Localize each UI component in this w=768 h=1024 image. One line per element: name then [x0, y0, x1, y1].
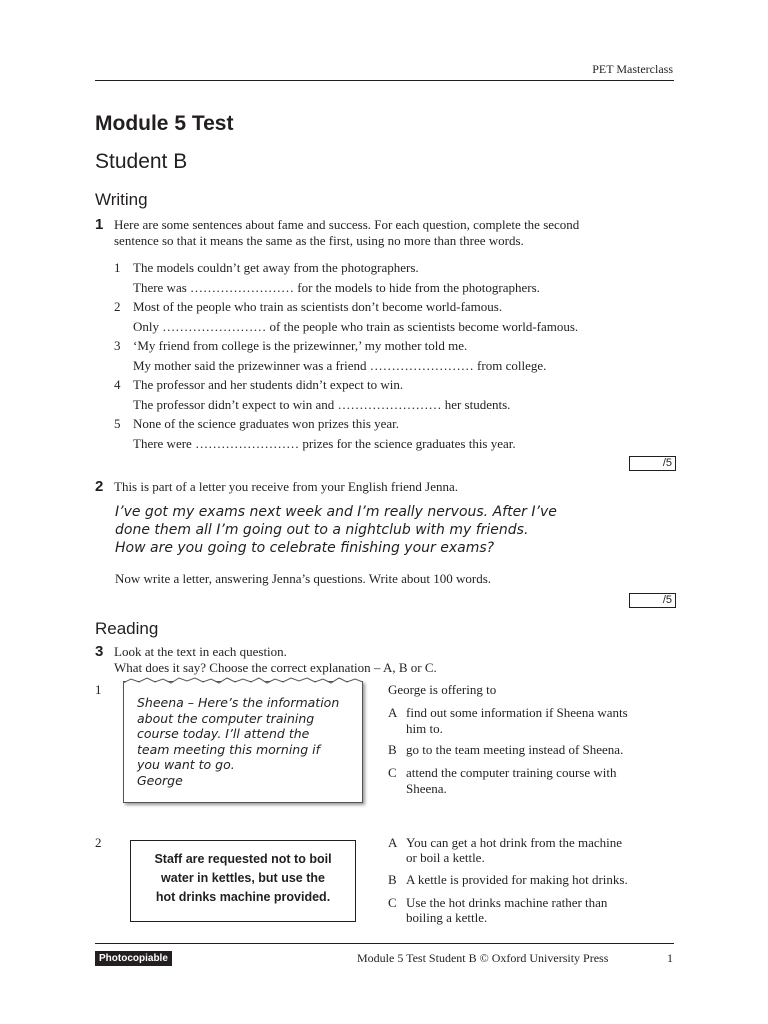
jenna-letter [115, 503, 557, 557]
letter-line: How are you going to celebrate finishing your exams? [115, 540, 495, 556]
letter-line: I’ve got my exams next week and I’m really nervous. After I’ve [115, 504, 557, 520]
notice-sign [130, 840, 356, 922]
list-item [114, 414, 674, 453]
item-sentence: Most of the people who train as scientists don’t become world-famous. [133, 299, 503, 314]
option-text: A kettle is provided for making hot drinks. [406, 872, 628, 887]
option-c[interactable] [388, 895, 678, 932]
reading-item-1-number: 1 [95, 682, 102, 697]
photocopiable-badge: Photocopiable [95, 951, 172, 966]
question-1-score-box[interactable]: /5 [629, 456, 676, 471]
sign-line: Staff are requested not to boil [154, 852, 332, 866]
option-letter: C [388, 765, 397, 780]
item-number: 2 [114, 299, 121, 314]
running-header: PET Masterclass [592, 62, 673, 76]
list-item [114, 336, 674, 375]
note-line: about the computer training [137, 710, 315, 726]
option-letter: C [388, 895, 397, 910]
option-letter: A [388, 705, 398, 720]
item-answer-sentence[interactable]: The professor didn’t expect to win and …………………… her students. [133, 396, 511, 412]
note-line: team meeting this morning if [137, 741, 321, 757]
option-a[interactable] [388, 705, 678, 742]
torn-edge-icon [123, 676, 363, 684]
letter-line: done them all I’m going out to a nightclub with my friends. [115, 522, 529, 538]
note-line: Sheena – Here’s the information [137, 695, 340, 710]
item-sentence: None of the science graduates won prizes this year. [133, 416, 400, 431]
page-subtitle: Student B [95, 150, 188, 173]
item-sentence: The models couldn’t get away from the photographers. [133, 260, 419, 275]
option-letter: B [388, 872, 397, 887]
note-line: you want to go. [137, 757, 235, 772]
list-item [114, 375, 674, 414]
sign-line: water in kettles, but use the [161, 871, 325, 885]
item-number: 5 [114, 416, 121, 431]
option-text: Use the hot drinks machine rather than [406, 895, 608, 910]
footer-text: Module 5 Test Student B © Oxford University Press [357, 951, 609, 965]
note-signature: George [137, 772, 183, 788]
option-text: him to. [406, 721, 443, 736]
question-3-number: 3 [95, 643, 104, 660]
reading-item-2-number: 2 [95, 835, 102, 850]
item-sentence: ‘My friend from college is the prizewinner,’ my mother told me. [133, 338, 468, 353]
item-sentence: The professor and her students didn’t expect to win. [133, 377, 404, 392]
list-item [114, 297, 674, 336]
reading-item-1-options [388, 705, 678, 802]
question-3-instruction-line-2: What does it say? Choose the correct explanation – A, B or C. [114, 660, 437, 675]
page-title: Module 5 Test [95, 112, 234, 135]
option-text: Sheena. [406, 781, 447, 796]
item-answer-sentence[interactable]: There was …………………… for the models to hide from the photographers. [133, 279, 540, 295]
item-answer-sentence[interactable]: My mother said the prizewinner was a friend …………………… from college. [133, 357, 547, 373]
option-text: or boil a kettle. [406, 850, 485, 865]
reading-item-2-options [388, 835, 678, 932]
option-text: boiling a kettle. [406, 910, 488, 925]
question-2-number: 2 [95, 478, 104, 495]
reading-item-1-stem: George is offering to [388, 682, 497, 697]
option-text: find out some information if Sheena wants [406, 705, 628, 720]
reading-heading: Reading [95, 619, 159, 638]
question-2-intro: This is part of a letter you receive from your English friend Jenna. [114, 479, 459, 494]
question-1-instruction-line-1: Here are some sentences about fame and success. For each question, complete the second [114, 217, 580, 232]
question-2-score-box[interactable]: /5 [629, 593, 676, 608]
option-b[interactable] [388, 742, 678, 765]
note-line: course today. I’ll attend the [137, 726, 310, 741]
question-1-instruction-line-2: sentence so that it means the same as the first, using no more than three words. [114, 233, 524, 248]
item-number: 3 [114, 338, 121, 353]
option-letter: A [388, 835, 398, 850]
option-c[interactable] [388, 765, 678, 802]
option-letter: B [388, 742, 397, 757]
header-rule [95, 80, 674, 81]
option-text: go to the team meeting instead of Sheena. [406, 742, 624, 757]
item-number: 1 [114, 260, 121, 275]
question-2-task: Now write a letter, answering Jenna’s questions. Write about 100 words. [115, 571, 491, 586]
page-number: 1 [667, 951, 673, 965]
handwritten-note [123, 681, 363, 803]
writing-heading: Writing [95, 190, 148, 209]
item-answer-sentence[interactable]: There were …………………… prizes for the science graduates this year. [133, 435, 516, 451]
item-number: 4 [114, 377, 121, 392]
option-a[interactable] [388, 835, 678, 872]
item-answer-sentence[interactable]: Only …………………… of the people who train as scientists become world-famous. [133, 318, 579, 334]
sign-line: hot drinks machine provided. [155, 890, 331, 904]
question-1-number: 1 [95, 216, 104, 233]
option-text: attend the computer training course with [406, 765, 617, 780]
footer-rule [95, 943, 674, 944]
option-text: You can get a hot drink from the machine [406, 835, 623, 850]
list-item [114, 258, 674, 297]
option-b[interactable] [388, 872, 678, 895]
question-1-items [114, 258, 674, 453]
question-3-instruction-line-1: Look at the text in each question. [114, 644, 287, 659]
